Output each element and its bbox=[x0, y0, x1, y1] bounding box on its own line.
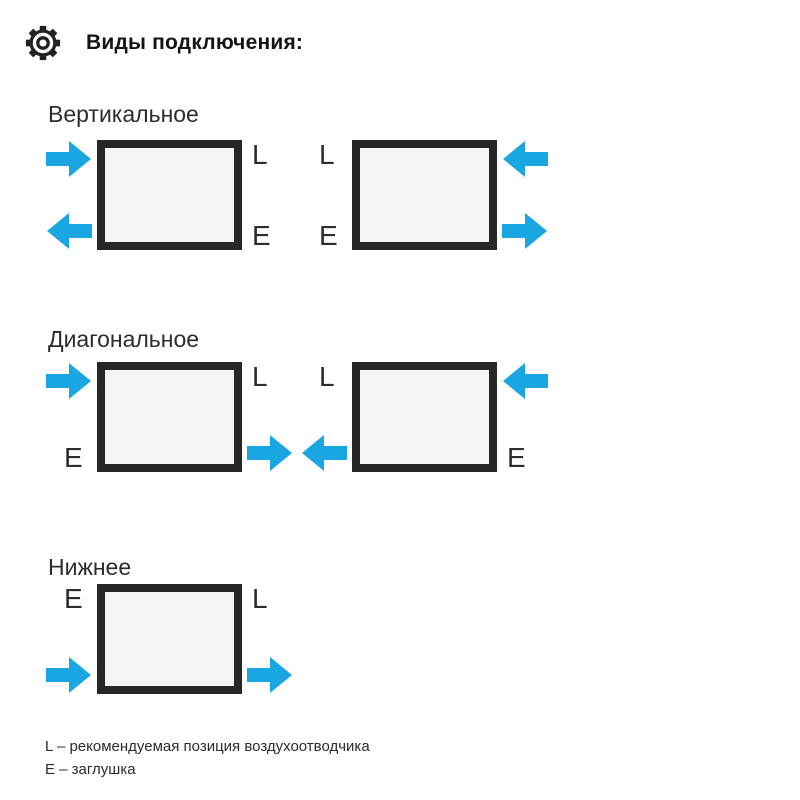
port-label-e: E bbox=[507, 442, 526, 473]
diagram-row bbox=[42, 584, 297, 694]
diagram-row bbox=[42, 362, 552, 472]
flow-arrow-right-icon bbox=[502, 212, 548, 250]
radiator-rect bbox=[352, 362, 497, 472]
radiator-rect bbox=[97, 584, 242, 694]
flow-arrow-right-icon bbox=[46, 362, 92, 400]
port-label-e: E bbox=[319, 220, 338, 251]
port-label-e: E bbox=[252, 220, 271, 251]
port-label-l: L bbox=[319, 139, 335, 170]
port-label-l: L bbox=[252, 583, 268, 614]
flow-arrow-right-icon bbox=[247, 656, 293, 694]
port-label-l: L bbox=[252, 139, 268, 170]
legend-line-e: E – заглушка bbox=[45, 761, 136, 778]
diagonal-left-diagram bbox=[42, 362, 297, 472]
bottom-connection-diagram bbox=[42, 584, 297, 694]
flow-arrow-left-icon bbox=[502, 362, 548, 400]
gear-icon bbox=[24, 24, 62, 62]
page-title: Виды подключения: bbox=[86, 31, 304, 54]
vertical-right-diagram bbox=[297, 140, 552, 250]
section-title: Нижнее bbox=[48, 554, 132, 580]
port-label-l: L bbox=[319, 361, 335, 392]
legend-line-l: L – рекомендуемая позиция воздухоотводчика bbox=[45, 738, 370, 755]
vertical-left-diagram bbox=[42, 140, 297, 250]
flow-arrow-left-icon bbox=[301, 434, 347, 472]
radiator-rect bbox=[352, 140, 497, 250]
radiator-rect bbox=[97, 362, 242, 472]
flow-arrow-right-icon bbox=[247, 434, 293, 472]
diagonal-right-diagram bbox=[297, 362, 552, 472]
flow-arrow-left-icon bbox=[502, 140, 548, 178]
header bbox=[24, 24, 303, 62]
flow-arrow-left-icon bbox=[46, 212, 92, 250]
flow-arrow-right-icon bbox=[46, 140, 92, 178]
section-title: Диагональное bbox=[48, 326, 200, 352]
port-label-l: L bbox=[252, 361, 268, 392]
port-label-e: E bbox=[64, 583, 83, 614]
legend bbox=[45, 735, 370, 781]
radiator-rect bbox=[97, 140, 242, 250]
port-label-e: E bbox=[64, 442, 83, 473]
diagram-row bbox=[42, 140, 552, 250]
section-title: Вертикальное bbox=[48, 101, 199, 127]
flow-arrow-right-icon bbox=[46, 656, 92, 694]
